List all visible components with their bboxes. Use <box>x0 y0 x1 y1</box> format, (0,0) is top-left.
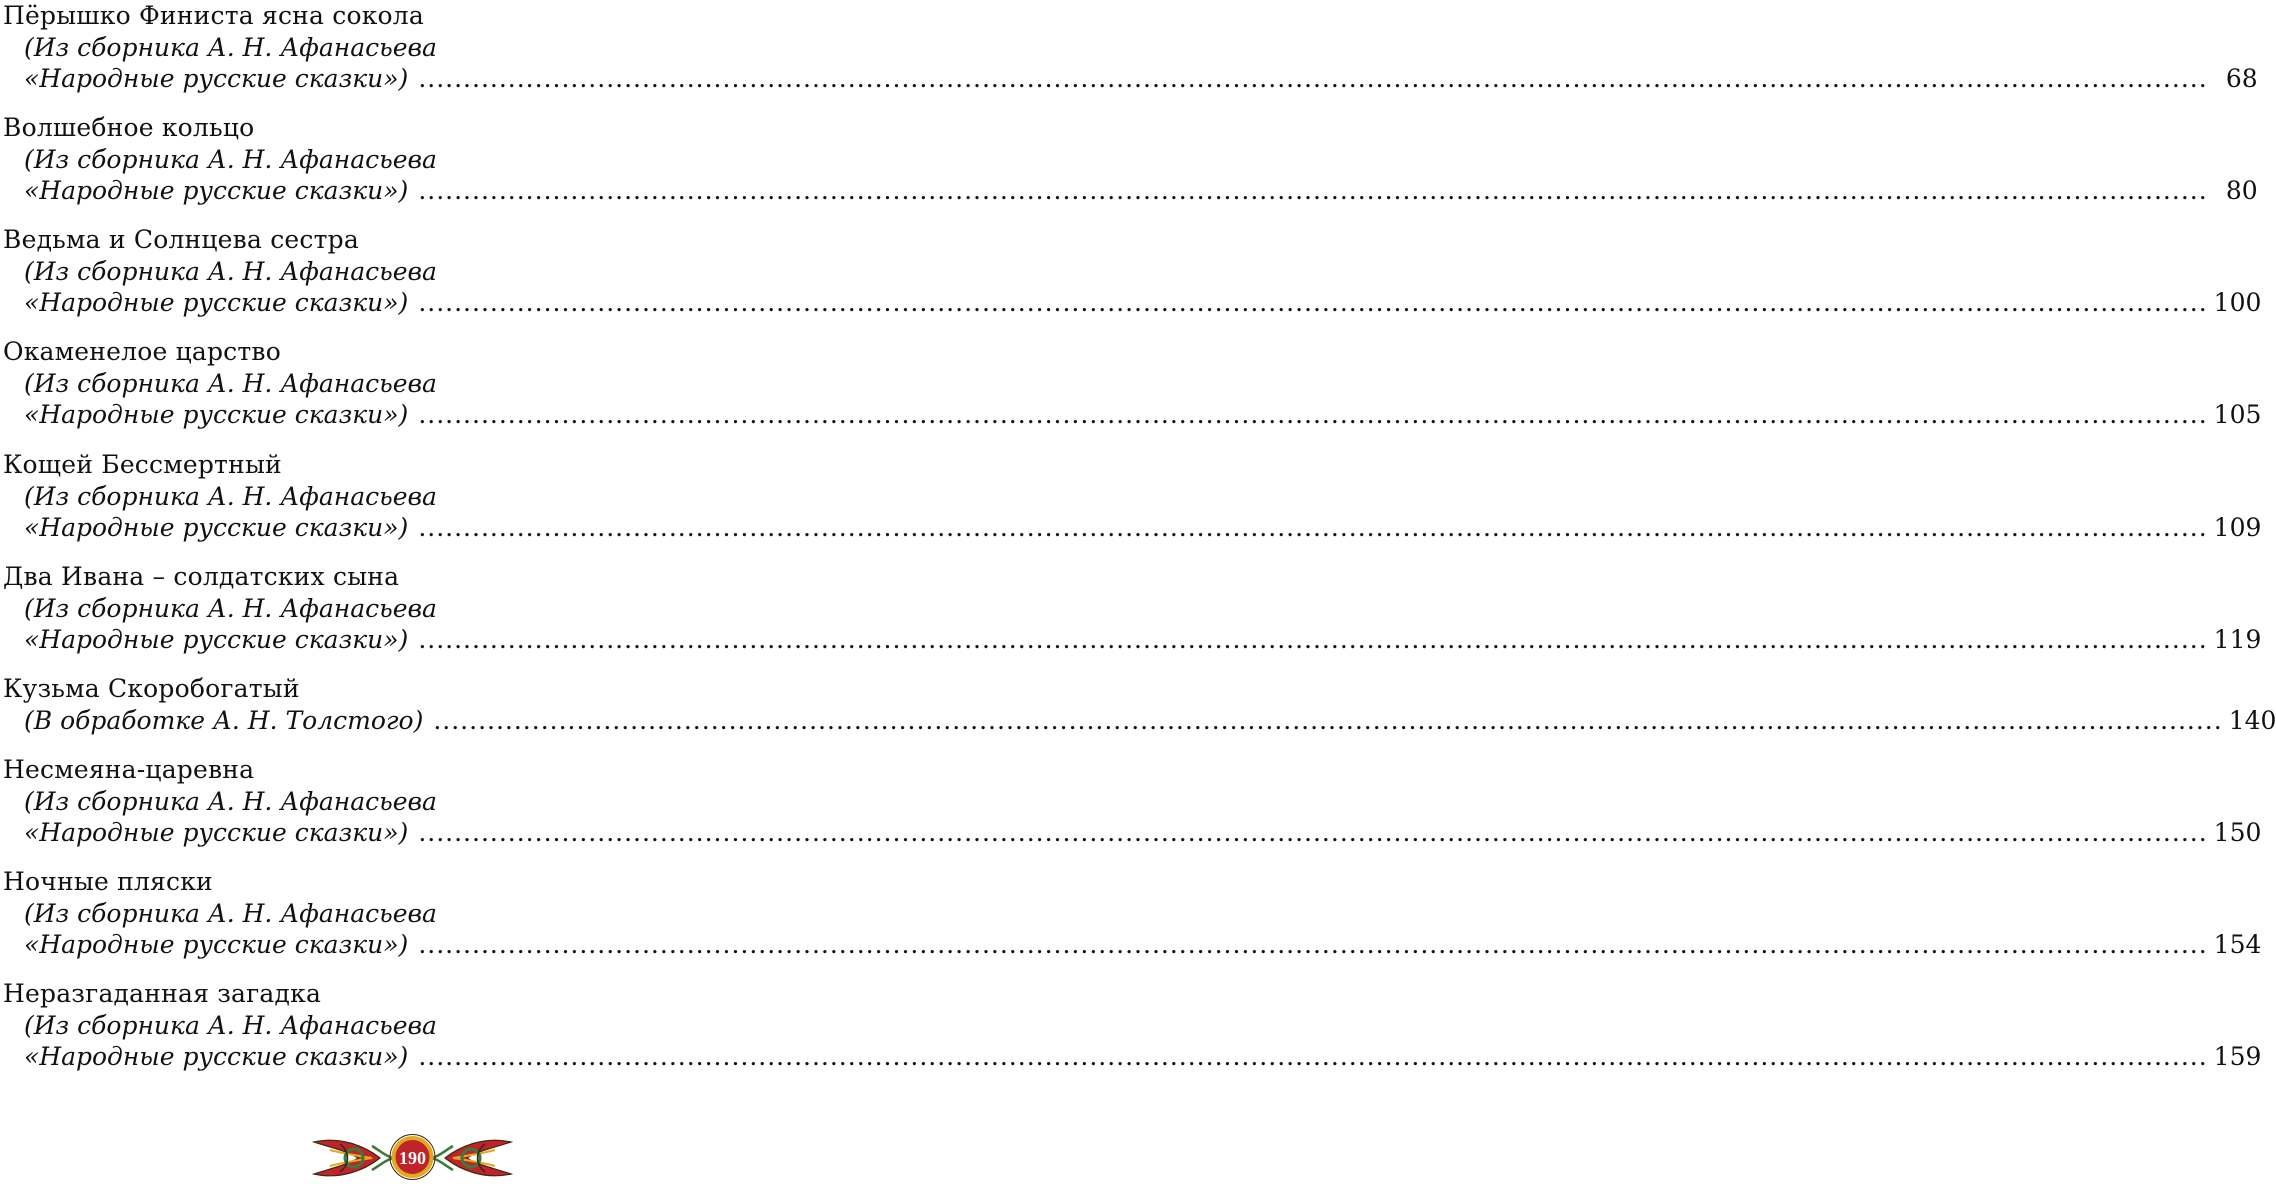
toc-entry-title: Окаменелое царство <box>3 337 281 366</box>
toc-entry-source-last: «Народные русские сказки») <box>24 176 409 205</box>
toc-entry-page: 140 <box>2228 706 2276 735</box>
toc-entry-source: (Из сборника А. Н. Афанасьева <box>24 482 437 511</box>
toc-entry-title: Ночные пляски <box>3 867 213 896</box>
toc-entry <box>0 754 2262 848</box>
toc-entry-source-line <box>0 817 2262 848</box>
page-number: 190 <box>399 1148 426 1168</box>
toc-entry-page: 105 <box>2213 400 2262 429</box>
toc-entry-title: Ведьма и Солнцева сестра <box>3 225 359 254</box>
toc-entry-source-last: «Народные русские сказки») <box>24 288 409 317</box>
toc-entry-title: Два Ивана – солдатских сына <box>3 562 400 591</box>
toc-entry-title: Пёрышко Финиста ясна сокола <box>3 1 424 30</box>
toc-entry-source-last: (В обработке А. Н. Толстого) <box>24 706 424 735</box>
toc-entry-page: 68 <box>2225 64 2258 93</box>
dot-leader: ........................................................................................................................................................................................................ <box>418 288 2208 317</box>
toc-entry-source-last: «Народные русские сказки») <box>24 1042 409 1071</box>
toc-entry-page: 150 <box>2213 818 2262 847</box>
toc-entry <box>0 449 2262 543</box>
dot-leader: ........................................................................................................................................................................................................ <box>418 176 2208 205</box>
toc-entry-source: (Из сборника А. Н. Афанасьева <box>24 899 437 928</box>
toc-entry-source-last: «Народные русские сказки») <box>24 818 409 847</box>
toc-entry-source-line <box>0 624 2262 655</box>
dot-leader: ........................................................................................................................................................................................................ <box>418 64 2208 93</box>
toc-entry-source-line <box>0 287 2262 318</box>
toc-entry-source: (Из сборника А. Н. Афанасьева <box>24 145 437 174</box>
toc-entry-source-last: «Народные русские сказки») <box>24 513 409 542</box>
page-number-ornament <box>310 1132 515 1184</box>
toc-entry-source-line <box>0 929 2262 960</box>
toc-entry-source-line <box>0 63 2258 94</box>
toc-entry-source: (Из сборника А. Н. Афанасьева <box>24 257 437 286</box>
toc-entry-page: 109 <box>2213 513 2262 542</box>
toc-entry-source-line <box>0 512 2262 543</box>
toc-entry-page: 154 <box>2213 930 2262 959</box>
toc-entry-source: (Из сборника А. Н. Афанасьева <box>24 594 437 623</box>
toc-entry-title: Кузьма Скоробогатый <box>3 674 300 703</box>
toc-entry-source-line <box>0 175 2258 206</box>
toc-entry-page: 100 <box>2213 288 2262 317</box>
toc-entry-title: Неразгаданная загадка <box>3 979 322 1008</box>
dot-leader: ........................................................................................................................................................................................................ <box>418 625 2208 654</box>
toc-entry-source-last: «Народные русские сказки») <box>24 64 409 93</box>
celtic-knot-ornament-icon <box>310 1132 515 1184</box>
toc-entry-source-last: «Народные русские сказки») <box>24 625 409 654</box>
toc-entry <box>0 0 2258 94</box>
toc-entry-title: Волшебное кольцо <box>3 113 255 142</box>
toc-entry <box>0 673 2276 736</box>
toc-entry <box>0 224 2262 318</box>
toc-entry <box>0 866 2262 960</box>
dot-leader: ........................................................................................................................................................................................................ <box>433 706 2223 735</box>
dot-leader: ........................................................................................................................................................................................................ <box>418 930 2208 959</box>
toc-entry-source-last: «Народные русские сказки») <box>24 400 409 429</box>
toc-entry-title: Кощей Бессмертный <box>3 450 282 479</box>
toc-entry <box>0 336 2262 430</box>
toc-entry-source-line <box>0 1041 2262 1072</box>
toc-entry-title: Несмеяна-царевна <box>3 755 255 784</box>
dot-leader: ........................................................................................................................................................................................................ <box>418 818 2208 847</box>
toc-entry-source-line <box>0 705 2276 736</box>
toc-entry <box>0 561 2262 655</box>
toc-entry <box>0 112 2258 206</box>
toc-entry-source-last: «Народные русские сказки») <box>24 930 409 959</box>
toc-entry-source: (Из сборника А. Н. Афанасьева <box>24 1011 437 1040</box>
toc-entry-page: 119 <box>2213 625 2262 654</box>
toc-entry-source: (Из сборника А. Н. Афанасьева <box>24 33 437 62</box>
toc-entry-page: 159 <box>2213 1042 2262 1071</box>
dot-leader: ........................................................................................................................................................................................................ <box>418 400 2208 429</box>
toc-entry <box>0 978 2262 1072</box>
dot-leader: ........................................................................................................................................................................................................ <box>418 513 2208 542</box>
toc-entry-page: 80 <box>2225 176 2258 205</box>
toc-entry-source: (Из сборника А. Н. Афанасьева <box>24 787 437 816</box>
dot-leader: ........................................................................................................................................................................................................ <box>418 1042 2208 1071</box>
toc-entry-source-line <box>0 399 2262 430</box>
toc-entry-source: (Из сборника А. Н. Афанасьева <box>24 369 437 398</box>
